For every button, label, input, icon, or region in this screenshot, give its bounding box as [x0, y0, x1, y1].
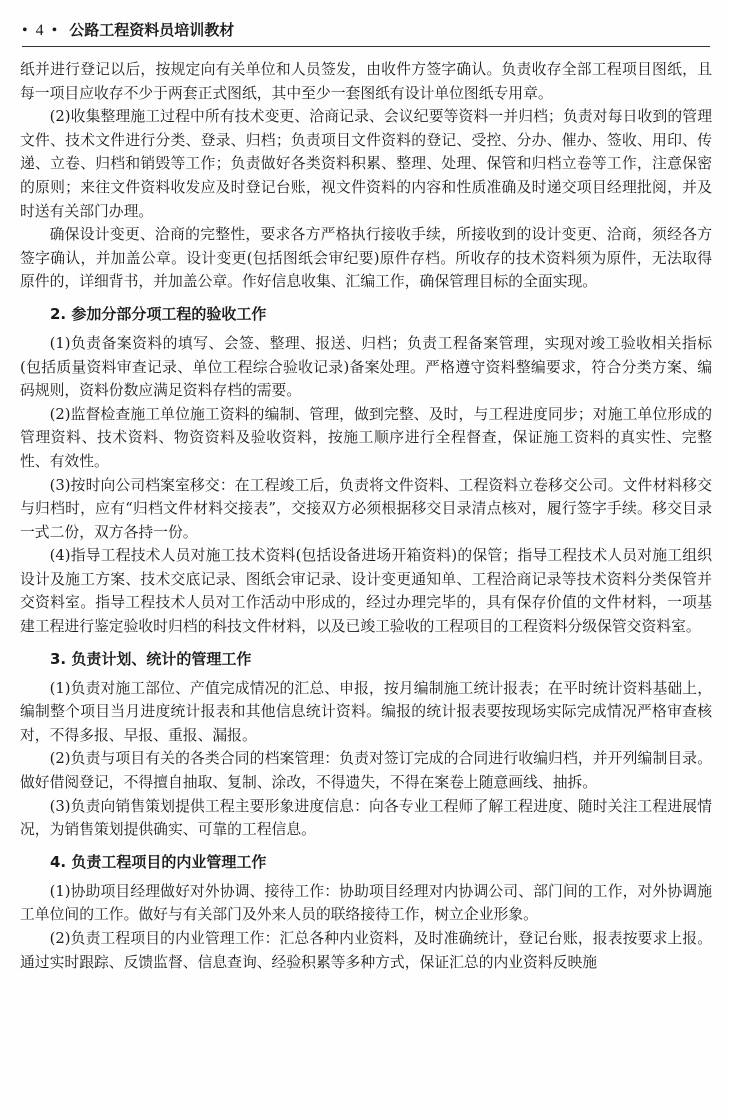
paragraph: (2)负责与项目有关的各类合同的档案管理：负责对签订完成的合同进行收编归档，并开列编制目录。做好借阅登记，不得擅自抽取、复制、涂改，不得遗失，不得在案卷上随意画线、抽拆。 [20, 750, 712, 792]
paragraph: (1)协助项目经理做好对外协调、接待工作：协助项目经理对内协调公司、部门间的工作，对外协调施工单位间的工作。做好与有关部门及外来人员的联络接待工作，树立企业形象。 [20, 882, 712, 924]
running-title: 公路工程资料员培训教材 [69, 21, 235, 39]
section-heading: 3. 负责计划、统计的管理工作 [50, 649, 252, 668]
paragraph: 纸并进行登记以后，按规定向有关单位和人员签发，由收件方签字确认。负责收存全部工程项目图纸，且每一项目应收存不少于两套正式图纸，其中至少一套图纸有设计单位图纸专用章。 [20, 61, 712, 102]
paragraph: (2)收集整理施工过程中所有技术变更、洽商记录、会议纪要等资料一并归档；负责对每日收到的管理文件、技术文件进行分类、登录、归档；负责项目文件资料的登记、受控、分办、催办、签收、用印、传递、立卷、归档和销毁等工作；负责做好各类资料积累、整理、处理、保管和归档立卷等工作，注意保密的原则；来往文件资料收发应及时登记台账，视文件资料的内容和性质准确及时递交项目经理批阅，并及时送有关部门办理。 [20, 108, 712, 220]
paragraph: 确保设计变更、洽商的完整性，要求各方严格执行接收手续，所接收到的设计变更、洽商，须经各方签字确认，并加盖公章。设计变更(包括图纸会审纪要)原件存档。所收存的技术资料须为原件，无法取得原件的，详细背书，并加盖公章。作好信息收集、汇编工作，确保管理目标的全面实现。 [20, 226, 712, 291]
paragraph: (2)监督检查施工单位施工资料的编制、管理，做到完整、及时，与工程进度同步；对施工单位形成的管理资料、技术资料、物资资料及验收资料，按施工顺序进行全程督查，保证施工资料的真实性、完整性、有效性。 [20, 405, 712, 470]
page-number: • 4 • [22, 22, 60, 39]
section-heading: 2. 参加分部分项工程的验收工作 [50, 304, 267, 323]
running-header [22, 6, 710, 47]
paragraph: (2)负责工程项目的内业管理工作：汇总各种内业资料，及时准确统计，登记台账，报表按要求上报。通过实时跟踪、反馈监督、信息查询、经验积累等多种方式，保证汇总的内业资料反映施 [20, 930, 712, 971]
paragraph: (4)指导工程技术人员对施工技术资料(包括设备进场开箱资料)的保管；指导工程技术人员对施工组织设计及施工方案、技术交底记录、图纸会审记录、设计变更通知单、工程洽商记录等技术资料分类保管并交资料室。指导工程技术人员对工作活动中形成的，经过办理完毕的，具有保存价值的文件材料，一项基建工程进行鉴定验收时归档的科技文件材料，以及已竣工验收的工程项目的工程资料分级保管交资料室。 [20, 547, 712, 636]
paragraph: (3)按时向公司档案室移交：在工程竣工后，负责将文件资料、工程资料立卷移交公司。文件材料移交与归档时，应有“归档文件材料交接表”，交接双方必须根据移交目录清点核对，履行签字手续。移交目录一式二份，双方各持一份。 [20, 476, 712, 541]
paragraph: (3)负责向销售策划提供工程主要形象进度信息：向各专业工程师了解工程进度、随时关注工程进展情况，为销售策划提供确实、可靠的工程信息。 [20, 797, 712, 839]
section-heading: 4. 负责工程项目的内业管理工作 [50, 852, 267, 871]
paragraph: (1)负责备案资料的填写、会签、整理、报送、归档；负责工程备案管理，实现对竣工验收相关指标(包括质量资料审查记录、单位工程综合验收记录)备案处理。严格遵守资料整编要求，符合分类方案、编码规则，资料份数应满足资料存档的需要。 [20, 334, 712, 400]
page-body [20, 58, 712, 974]
paragraph: (1)负责对施工部位、产值完成情况的汇总、申报，按月编制施工统计报表；在平时统计资料基础上，编制整个项目当月进度统计报表和其他信息统计资料。编报的统计报表要按现场实际完成情况严格审查核对，不得多报、早报、重报、漏报。 [20, 679, 712, 744]
